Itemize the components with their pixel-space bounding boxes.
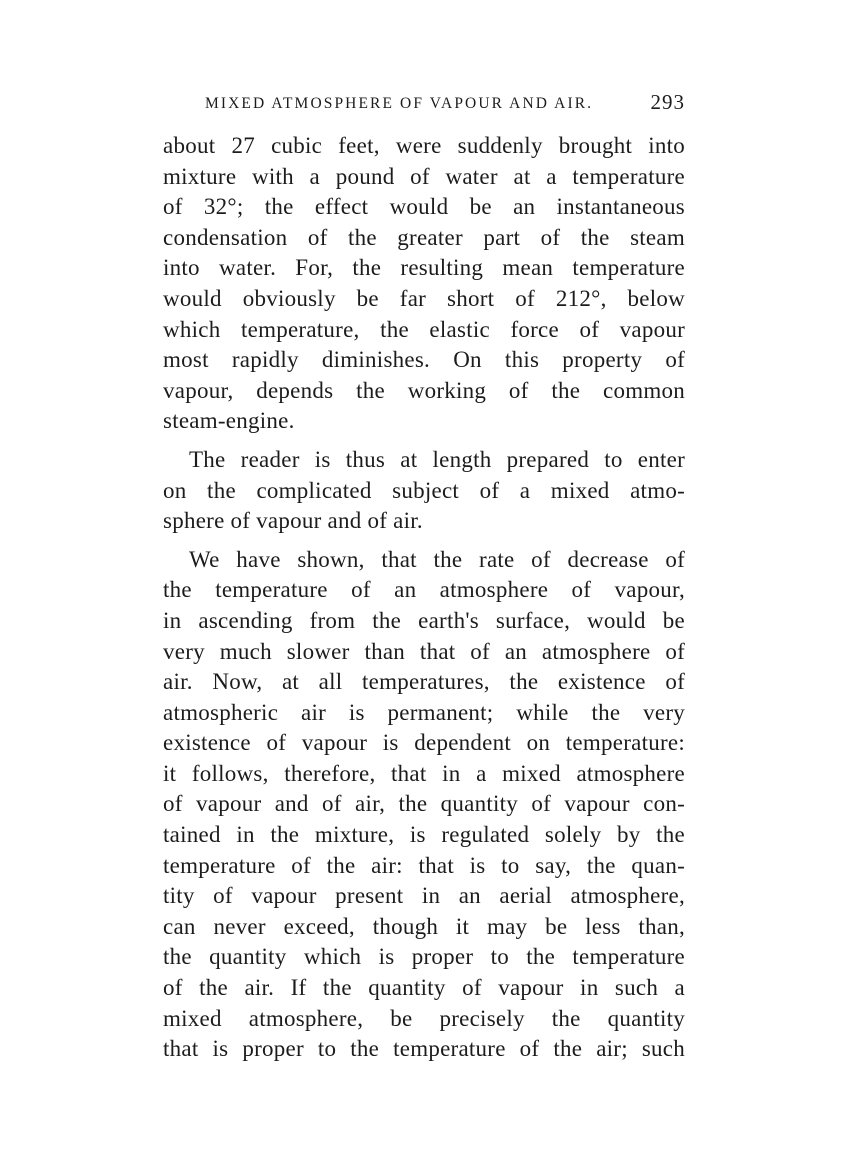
page-number: 293 bbox=[650, 90, 685, 114]
text-line: steam-engine. bbox=[163, 408, 295, 434]
text-line: mixed atmosphere, be precisely the quantity bbox=[163, 1005, 685, 1031]
text-line: it follows, therefore, that in a mixed atmosphere bbox=[163, 760, 685, 786]
text-line: very much slower than that of an atmosphere of bbox=[163, 638, 685, 664]
text-line: vapour, depends the working of the common bbox=[163, 377, 685, 403]
text-line: atmospheric air is permanent; while the very bbox=[163, 699, 685, 725]
text-line: condensation of the greater part of the steam bbox=[163, 224, 685, 250]
text-line: would obviously be far short of 212°, below bbox=[163, 285, 685, 311]
text-line: most rapidly diminishes. On this property of bbox=[163, 347, 685, 373]
text-line: which temperature, the elastic force of vapour bbox=[163, 316, 685, 342]
text-line: tity of vapour present in an aerial atmosphere, bbox=[163, 883, 685, 909]
text-line: of vapour and of air, the quantity of vapour con- bbox=[163, 791, 685, 817]
text-line: in ascending from the earth's surface, would be bbox=[163, 607, 685, 633]
running-header bbox=[205, 92, 685, 116]
text-line: into water. For, the resulting mean temperature bbox=[163, 255, 685, 281]
paragraph-2 bbox=[163, 445, 685, 537]
text-line: the quantity which is proper to the temperature bbox=[163, 944, 685, 970]
paragraph-1 bbox=[163, 131, 685, 437]
paragraph-3 bbox=[163, 545, 685, 1065]
text-line: about 27 cubic feet, were suddenly brought into bbox=[163, 133, 685, 158]
text-line: of the air. If the quantity of vapour in such a bbox=[163, 975, 685, 1001]
paragraph-spacer bbox=[163, 537, 685, 545]
text-line: tained in the mixture, is regulated solely by the bbox=[163, 822, 685, 848]
text-line: the temperature of an atmosphere of vapour, bbox=[163, 577, 685, 603]
paragraph-spacer bbox=[163, 437, 685, 445]
text-line: air. Now, at all temperatures, the existence of bbox=[163, 669, 685, 695]
text-line: sphere of vapour and of air. bbox=[163, 508, 423, 534]
text-line: on the complicated subject of a mixed atmo- bbox=[163, 477, 685, 503]
text-line: The reader is thus at length prepared to enter bbox=[189, 446, 685, 472]
text-line: can never exceed, though it may be less than, bbox=[163, 913, 685, 939]
body-text bbox=[163, 131, 685, 1065]
text-line: of 32°; the effect would be an instantaneous bbox=[163, 194, 685, 220]
text-line: existence of vapour is dependent on temperature: bbox=[163, 730, 685, 756]
text-line: that is proper to the temperature of the air; such bbox=[163, 1036, 685, 1062]
text-line: temperature of the air: that is to say, the quan- bbox=[163, 852, 685, 878]
text-line: mixture with a pound of water at a temperature bbox=[163, 163, 685, 189]
running-title: MIXED ATMOSPHERE OF VAPOUR AND AIR. bbox=[205, 95, 594, 112]
text-line: We have shown, that the rate of decrease of bbox=[189, 546, 685, 572]
